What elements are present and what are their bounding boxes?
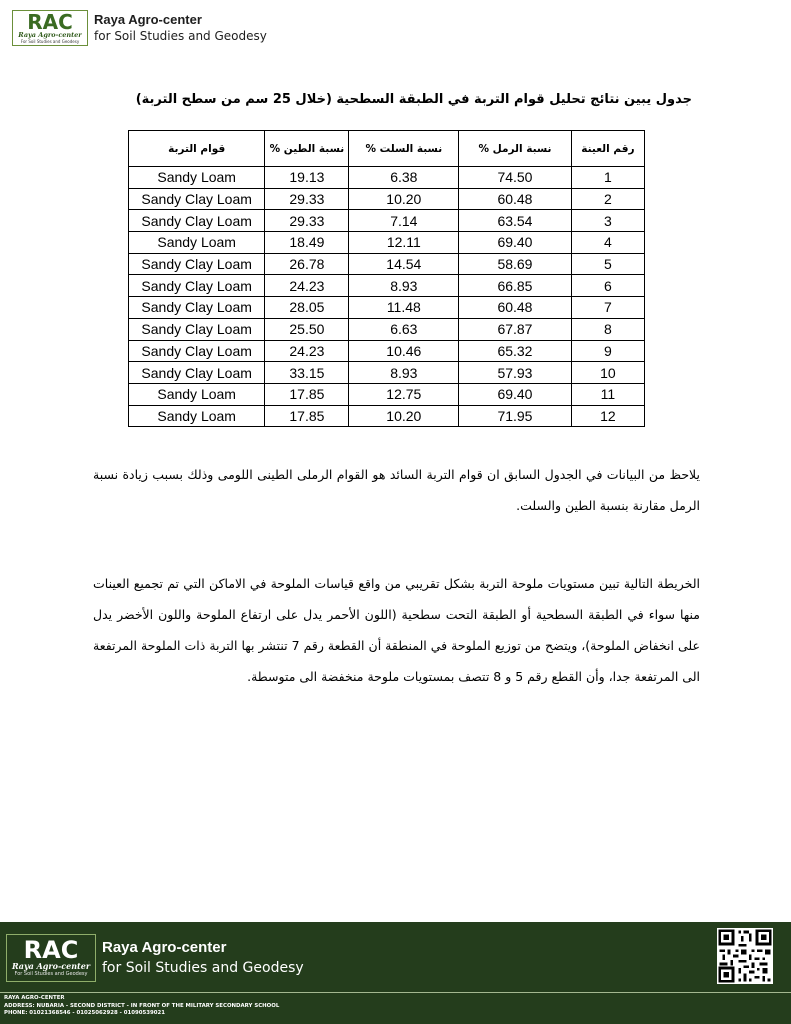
cell-clay: 29.33 [265,188,349,210]
cell-sample: 7 [571,297,644,319]
table-row [129,297,645,319]
table-row [129,188,645,210]
cell-texture: Sandy Loam [129,383,265,405]
cell-sand: 69.40 [459,383,572,405]
cell-clay: 19.13 [265,167,349,189]
footer-phone: PHONE: 01021368546 - 01025062928 - 01090539021 [4,1010,166,1016]
page-header [12,8,267,48]
page-footer [0,922,791,1024]
cell-clay: 24.23 [265,340,349,362]
cell-sample: 1 [571,167,644,189]
cell-sample: 6 [571,275,644,297]
logo-subtitle: Raya Agro-center [18,30,82,39]
cell-sample: 8 [571,318,644,340]
table-row [129,318,645,340]
table-row [129,405,645,427]
cell-clay: 18.49 [265,232,349,254]
cell-sand: 65.32 [459,340,572,362]
cell-sample: 9 [571,340,644,362]
cell-clay: 17.85 [265,383,349,405]
cell-silt: 10.20 [349,405,459,427]
table-row [129,340,645,362]
footer-logo-subtitle: Raya Agro-center [11,961,91,971]
cell-silt: 8.93 [349,275,459,297]
cell-clay: 17.85 [265,405,349,427]
table-row [129,210,645,232]
table-row [129,167,645,189]
cell-sample: 12 [571,405,644,427]
cell-silt: 6.38 [349,167,459,189]
footer-company: RAYA AGRO-CENTER [4,995,65,1001]
logo-mark: RAC [27,9,73,34]
footer-subtitle: for Soil Studies and Geodesy [102,960,304,976]
table-title: جدول يبين نتائج تحليل قوام التربة في الطبقة السطحية (خلال 25 سم من سطح التربة) [135,92,692,107]
cell-sand: 67.87 [459,318,572,340]
header-sample: رقم العينة [571,131,644,167]
cell-silt: 12.11 [349,232,459,254]
cell-texture: Sandy Clay Loam [129,253,265,275]
cell-texture: Sandy Loam [129,405,265,427]
cell-texture: Sandy Loam [129,167,265,189]
paragraph-texture-summary: يلاحظ من البيانات في الجدول السابق ان قوام التربة السائد هو القوام الرملى الطينى اللومى وذلك بسبب زيادة نسبة الرمل مقارنة بنسبة الطين والسلت. [93,467,700,513]
cell-silt: 7.14 [349,210,459,232]
cell-clay: 25.50 [265,318,349,340]
cell-sample: 3 [571,210,644,232]
footer-text [102,938,304,978]
cell-sand: 60.48 [459,297,572,319]
soil-texture-table [128,130,645,427]
paragraph-salinity-map: الخريطة التالية تبين مستويات ملوحة التربة بشكل تقريبي من واقع قياسات الملوحة في الاماكن التي تم تجميع العينات منها سواء في الطبقة السطحية أو الطبقة التحت سطحية (اللون الأحمر يدل على ارتفاع الملوحة واللون الأخضر يدل على انخفاض الملوحة)، ويتضح من توزيع الملوحة في المنطقة أن القطعة رقم 7 تنتشر بها التربة ذات الملوحة المرتفعة الى المرتفعة جدا، وأن القطع رقم 5 و 8 تتصف بمستويات ملوحة منخفضة الى متوسطة. [93,576,700,684]
cell-texture: Sandy Clay Loam [129,297,265,319]
table-row [129,383,645,405]
cell-texture: Sandy Loam [129,232,265,254]
cell-texture: Sandy Clay Loam [129,340,265,362]
cell-clay: 26.78 [265,253,349,275]
header-text [94,12,267,44]
qr-code-icon [717,928,773,984]
footer-contact-info [4,995,279,1018]
cell-sand: 74.50 [459,167,572,189]
footer-address: ADDRESS: NUBARIA - SECOND DISTRICT - IN FRONT OF THE MILITARY SECONDARY SCHOOL [4,1002,280,1009]
cell-texture: Sandy Clay Loam [129,275,265,297]
cell-sand: 66.85 [459,275,572,297]
cell-sand: 57.93 [459,362,572,384]
table-row [129,253,645,275]
cell-silt: 14.54 [349,253,459,275]
footer-logo-tagline: For Soil Studies and Geodesy [14,971,88,977]
footer-logo [6,934,96,982]
cell-clay: 29.33 [265,210,349,232]
header-clay: نسبة الطين % [265,131,349,167]
table-row [129,362,645,384]
header-texture: قوام التربة [129,131,265,167]
footer-divider [0,992,791,993]
cell-clay: 28.05 [265,297,349,319]
company-logo [12,10,88,46]
cell-sample: 11 [571,383,644,405]
table-row [129,232,645,254]
header-silt: نسبة السلت % [349,131,459,167]
cell-sand: 63.54 [459,210,572,232]
table-row [129,275,645,297]
cell-texture: Sandy Clay Loam [129,210,265,232]
cell-texture: Sandy Clay Loam [129,188,265,210]
cell-silt: 12.75 [349,383,459,405]
logo-tagline: For Soil Studies and Geodesy [20,38,80,44]
cell-silt: 11.48 [349,297,459,319]
footer-title: Raya Agro-center [102,939,227,956]
cell-sample: 2 [571,188,644,210]
header-title: Raya Agro-center [94,12,202,27]
header-sand: نسبة الرمل % [459,131,572,167]
cell-texture: Sandy Clay Loam [129,362,265,384]
cell-clay: 24.23 [265,275,349,297]
cell-silt: 10.20 [349,188,459,210]
cell-clay: 33.15 [265,362,349,384]
cell-silt: 6.63 [349,318,459,340]
cell-sample: 10 [571,362,644,384]
cell-sand: 69.40 [459,232,572,254]
cell-texture: Sandy Clay Loam [129,318,265,340]
cell-sand: 71.95 [459,405,572,427]
cell-silt: 8.93 [349,362,459,384]
header-subtitle: for Soil Studies and Geodesy [94,29,267,43]
cell-silt: 10.46 [349,340,459,362]
cell-sand: 60.48 [459,188,572,210]
footer-logo-mark: RAC [23,936,79,964]
cell-sample: 4 [571,232,644,254]
cell-sample: 5 [571,253,644,275]
cell-sand: 58.69 [459,253,572,275]
table-header-row [129,131,645,167]
